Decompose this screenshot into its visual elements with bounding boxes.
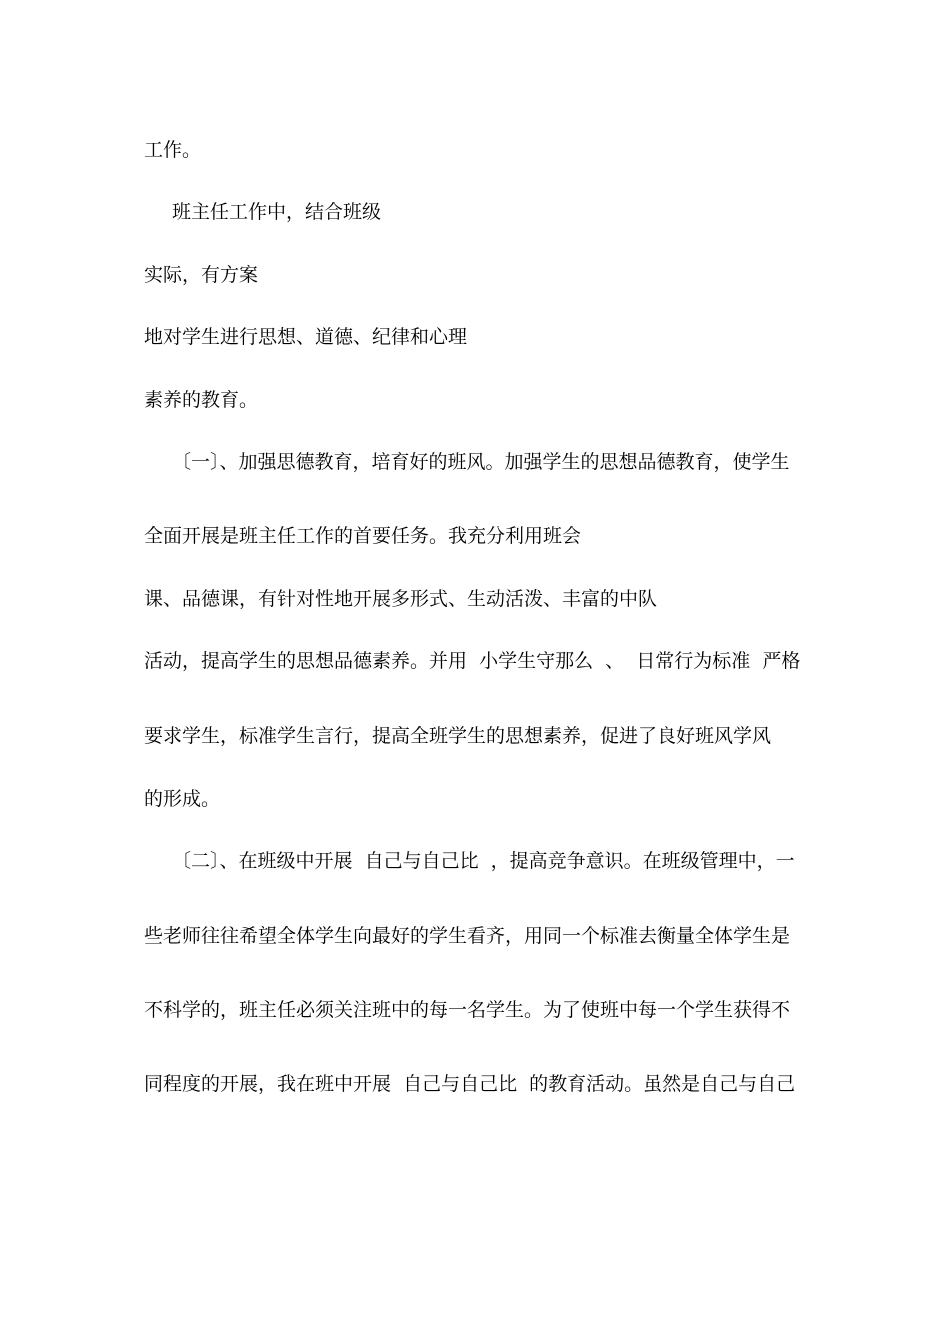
text-line: 些老师往往希望全体学生向最好的学生看齐，用同一个标准去衡量全体学生是 — [144, 925, 791, 947]
text-line: 活动，提高学生的思想品德素养。并用 小学生守那么 、 日常行为标准 严格 — [144, 650, 801, 672]
text-line: 同程度的开展，我在班中开展 自己与自己比 的教育活动。虽然是自己与自己 — [144, 1073, 796, 1095]
text-line: 素养的教育。 — [144, 389, 259, 411]
text-line: 不科学的，班主任必须关注班中的每一名学生。为了使班中每一个学生获得不 — [144, 999, 791, 1021]
text-line: 要求学生，标准学生言行，提高全班学生的思想素养，促进了良好班风学风 — [144, 725, 772, 747]
text-line: 地对学生进行思想、道德、纪律和心理 — [144, 326, 468, 348]
text-line: 课、品德课，有针对性地开展多形式、生动活泼、丰富的中队 — [144, 588, 658, 610]
section-heading-1: 〔一〕、加强思德教育，培育好的班风。加强学生的思想品德教育，使学生 — [172, 451, 790, 473]
text-line: 的形成。 — [144, 788, 221, 810]
text-line: 班主任工作中，结合班级 — [172, 201, 382, 223]
text-line: 实际，有方案 — [144, 264, 259, 286]
section-heading-2: 〔二〕、在班级中开展 自己与自己比 ，提高竞争意识。在班级管理中，一 — [172, 850, 795, 872]
text-line: 工作。 — [144, 139, 202, 161]
text-line: 全面开展是班主任工作的首要任务。我充分利用班会 — [144, 525, 582, 547]
